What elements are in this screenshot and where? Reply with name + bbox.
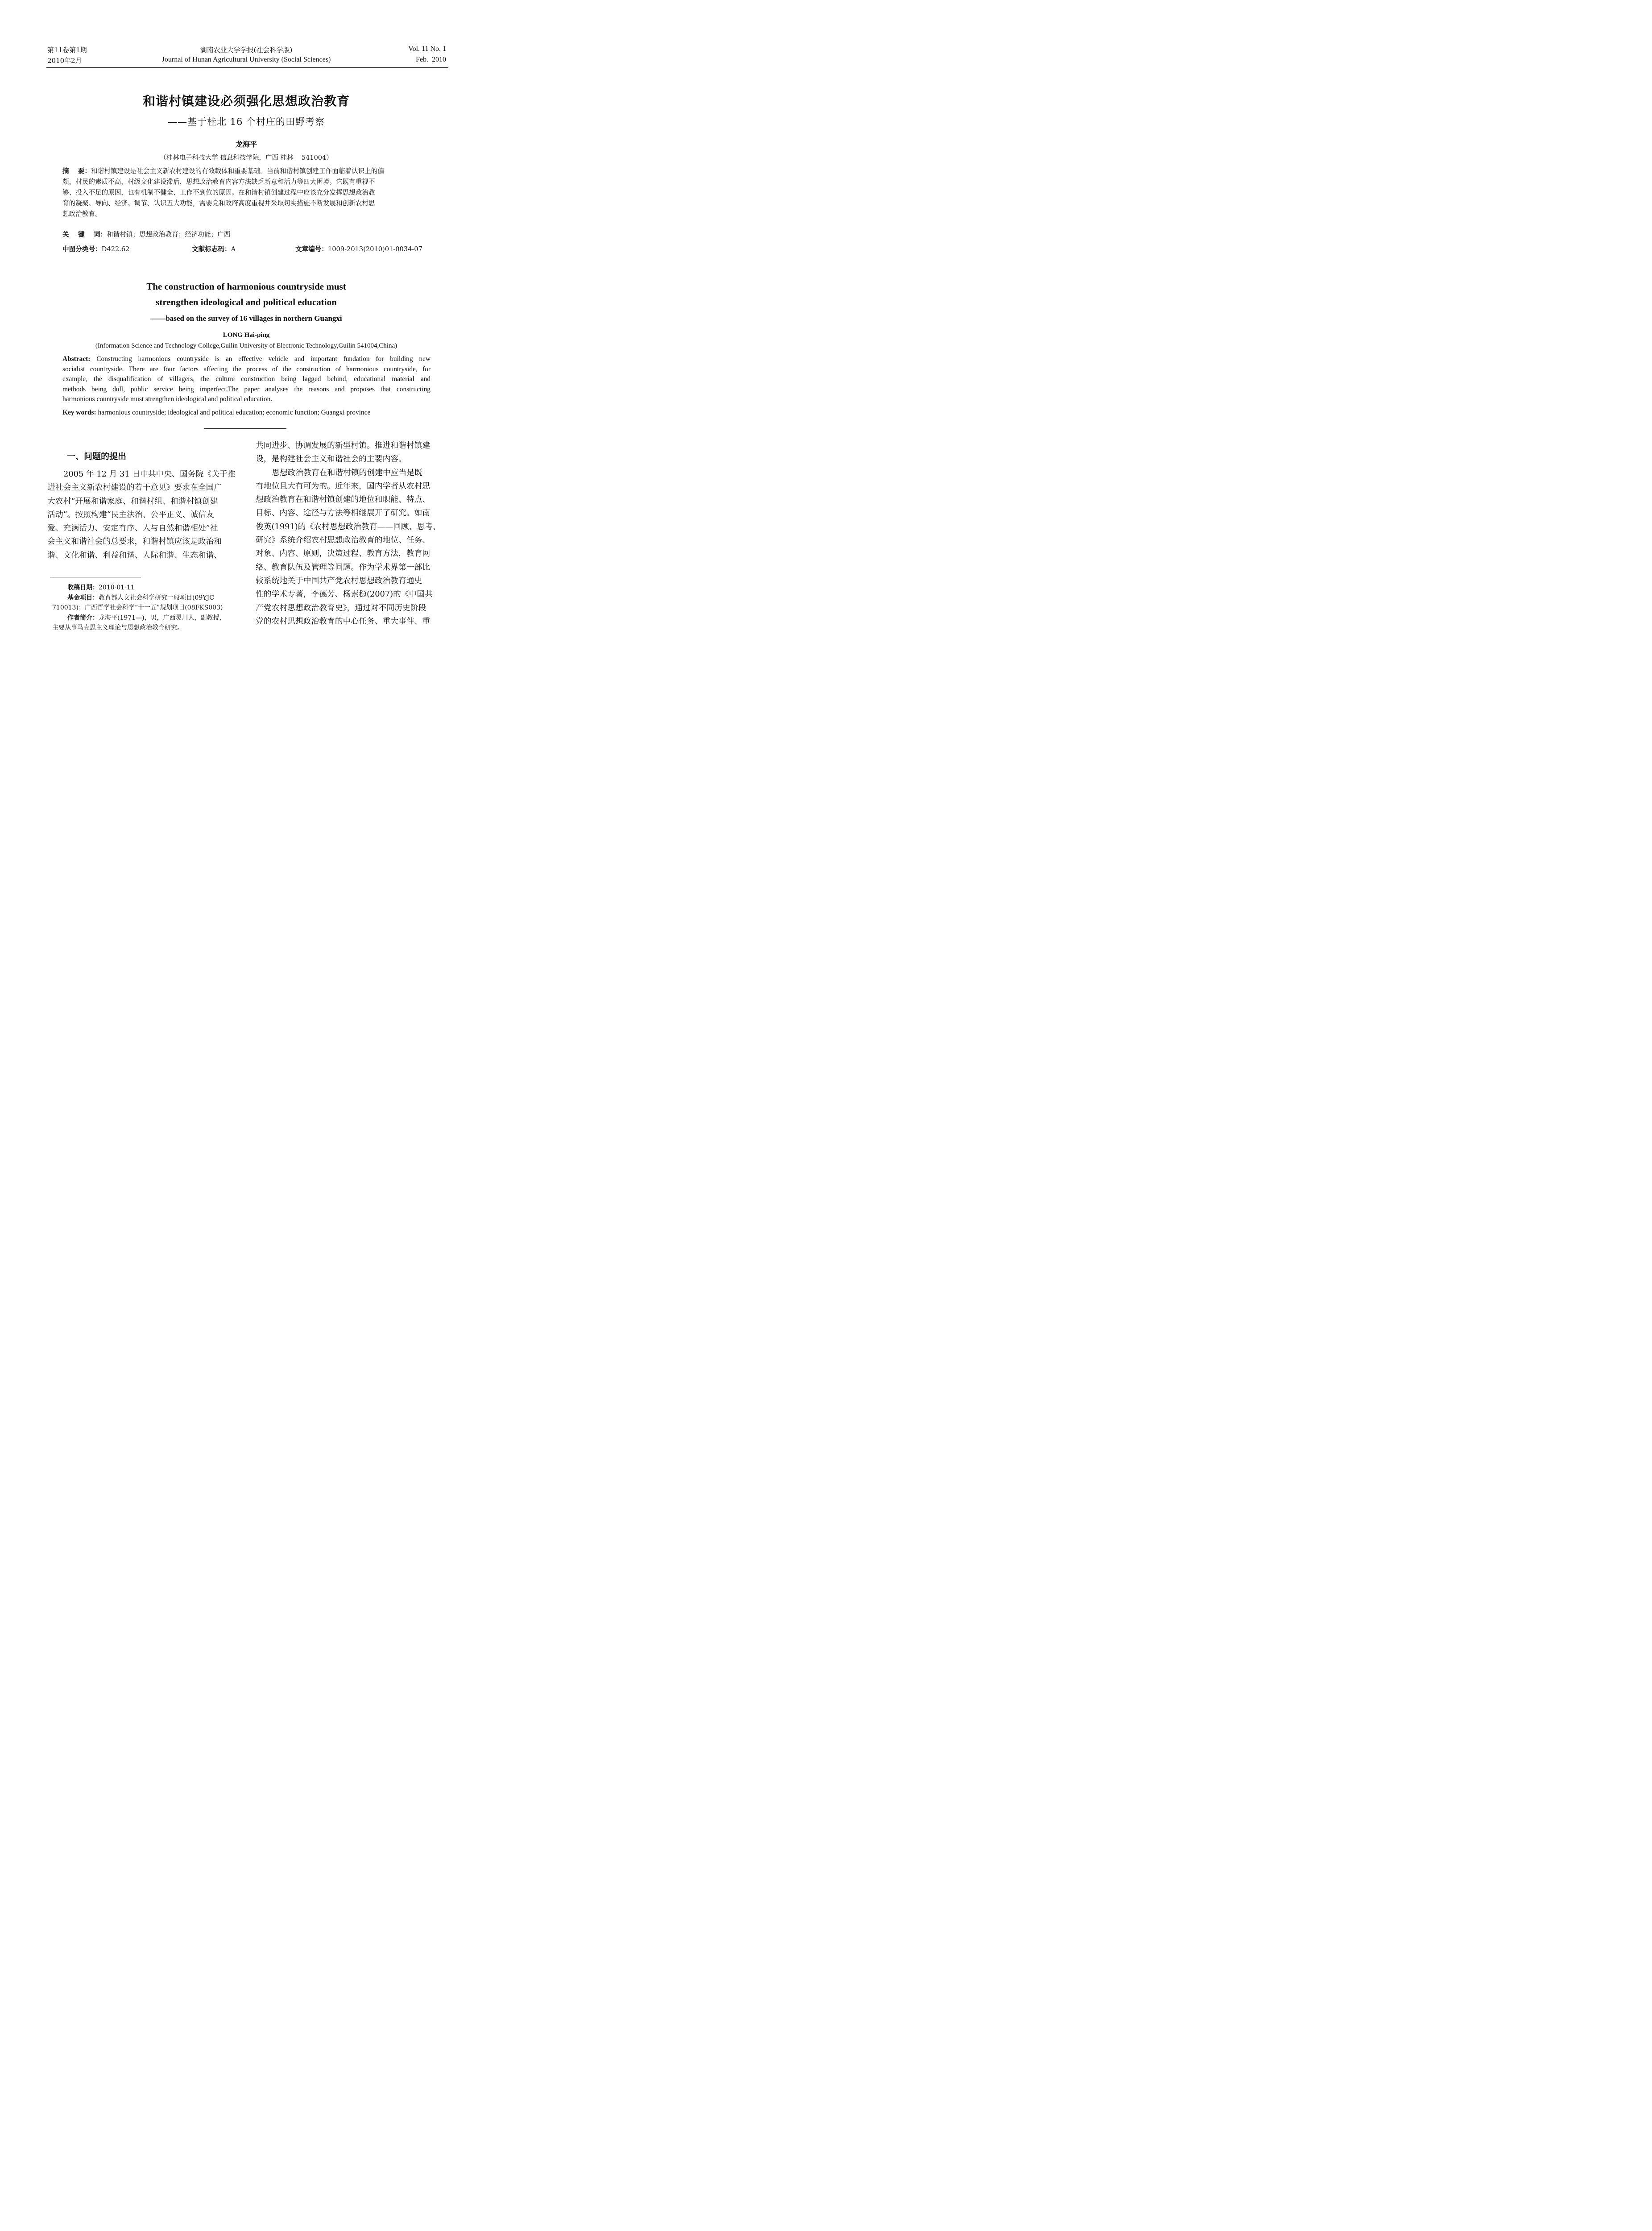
abstract-line-en: methods being dull, public service being imperfect.The paper analyses the reasons and proposes that constructing: [62, 385, 431, 393]
article-subtitle-cn: ——基于桂北 16 个村庄的田野考察: [167, 116, 325, 127]
paragraph-line: 俊英(1991)的《农村思想政治教育——回顾、思考、: [256, 522, 441, 531]
abstract-cn: [62, 166, 433, 220]
article-number: [295, 244, 422, 253]
keywords-cn: [62, 229, 230, 239]
paragraph-line: 对象、内容、原则，决策过程、教育方法，教育网: [256, 549, 431, 559]
footnotes: [52, 583, 244, 633]
article-subtitle-en: ——based on the survey of 16 villages in northern Guangxi: [150, 314, 342, 323]
received-label: 收稿日期：: [67, 584, 99, 591]
paragraph-line: 想政治教育在和谐村镇创建的地位和职能、特点、: [256, 495, 431, 505]
abstract-line-cn: 育的凝聚、导向、经济、调节、认识五大功能，需要党和政府高度重视并采取切实措施不断发展和创新农村思: [62, 199, 375, 207]
body-right-column: [256, 439, 449, 628]
section-heading: 一、问题的提出: [67, 452, 127, 461]
author-cn: 龙海平: [235, 140, 257, 149]
fund-label: 基金项目：: [67, 594, 99, 601]
bio-text-continued: 主要从事马克思主义理论与思想政治教育研究。: [52, 624, 183, 631]
document-code: [192, 244, 236, 253]
paragraph-line: 进社会主义新农村建设的若干意见》要求在全国广: [47, 483, 222, 493]
abstract-line-en: harmonious countryside must strengthen ideological and political education.: [62, 395, 273, 403]
abstract-en: [62, 354, 431, 405]
paragraph-line: 党的农村思想政治教育的中心任务、重大事件、重: [256, 616, 431, 626]
journal-name-cn: 湖南农业大学学报(社会科学版): [200, 46, 293, 54]
clc-label: 中图分类号：: [62, 245, 102, 253]
paragraph-line: 大农村“开展和谐家庭、和谐村组、和谐村镇创建: [47, 496, 218, 506]
volume-number-en: Vol. 11 No. 1: [408, 45, 446, 53]
journal-name-en: Journal of Hunan Agricultural University (Social Sciences): [161, 56, 331, 63]
author-en: LONG Hai-ping: [223, 332, 270, 339]
keywords-text-en: harmonious countryside; ideological and political education; economic function; Guangxi province: [98, 409, 371, 416]
doc-code-label: 文献标志码：: [192, 245, 231, 253]
header-rule: [46, 67, 448, 68]
paragraph-line: 研究》系统介绍农村思想政治教育的地位、任务、: [256, 535, 431, 545]
article-no-value: 1009-2013(2010)01-0034-07: [327, 245, 422, 253]
paragraph-line: 谐、文化和谐、利益和谐、人际和谐、生态和谐、: [47, 550, 222, 560]
keywords-en: [62, 409, 370, 417]
affiliation-cn: （桂林电子科技大学 信息科技学院，广西 桂林 541004）: [160, 154, 333, 162]
paragraph-line: 会主义和谐社会的总要求，和谐村镇应该是政治和: [47, 537, 222, 547]
article-title-en-line2: strengthen ideological and political education: [156, 297, 337, 307]
paragraph-line: 性的学术专著，李德芳、杨素稳(2007)的《中国共: [256, 589, 433, 599]
date-en: Feb. 2010: [416, 56, 446, 63]
abstract-line-cn: 够、投入不足的原因，也有机制不健全、工作不到位的原因。在和谐村镇创建过程中应该充分发挥思想政治教: [62, 189, 375, 196]
bio-text: 龙海平(1971—)，男，广西灵川人，副教授，: [99, 614, 226, 622]
paragraph-line: 产党农村思想政治教育史》，通过对不同历史阶段: [256, 603, 426, 613]
doc-code-value: A: [231, 245, 236, 253]
abstract-line-en: example, the disqualification of villagers, the culture construction being lagged behind, educational material and: [62, 375, 431, 383]
clc-value: D422.62: [101, 245, 130, 253]
paragraph-line: 2005 年 12 月 31 日中共中央、国务院《关于推: [63, 469, 236, 479]
publication-date: 2010年2月: [47, 57, 82, 65]
paragraph-line: 设，是构建社会主义和谐社会的主要内容。: [256, 454, 406, 464]
keywords-text-cn: 和谐村镇；思想政治教育；经济功能；广西: [107, 231, 231, 238]
paragraph-line: 有地位且大有可为的。近年来，国内学者从农村思: [256, 481, 431, 491]
abstract-line-cn: 想政治教育。: [62, 210, 102, 218]
keywords-label-en: Key words:: [62, 409, 96, 416]
paragraph-line: 爱、充满活力、安定有序、人与自然和谐相处”社: [47, 523, 218, 533]
paragraph-line: 络、教育队伍及管理等问题。作为学术界第一部比: [256, 562, 431, 572]
paragraph-line: 较系统地关于中国共产党农村思想政治教育通史: [256, 576, 422, 585]
clc-number: [62, 244, 129, 253]
keywords-label-cn: 关 键 词：: [62, 231, 107, 238]
paragraph-line: 活动”。按照构建“民主法治、公平正义、诚信友: [47, 510, 214, 519]
paragraph-line: 共同进步、协调发展的新型村镇。推进和谐村镇建: [256, 441, 431, 450]
fund-text-continued: 710013)；广西哲学社会科学“十一五”规划项目(08FKS003): [52, 604, 223, 611]
fund-text: 教育部人文社会科学研究一般项目(09YJC: [99, 594, 214, 601]
paragraph-line: 目标、内容、途径与方法等相继展开了研究。如南: [256, 508, 431, 518]
abstract-line-en: Constructing harmonious countryside is an effective vehicle and important fundation for building new: [96, 355, 431, 363]
abstract-line-cn: 颇，村民的素质不高，村级文化建设滞后，思想政治教育内容方法缺乏新意和活力等四大困境。它既有重视不: [62, 178, 375, 186]
article-title-en-line1: The construction of harmonious countryside must: [146, 281, 346, 292]
abstract-end-rule: [204, 428, 286, 429]
paragraph-line: 思想政治教育在和谐村镇的创建中应当是既: [272, 468, 422, 477]
volume-issue: 第11卷第1期: [47, 46, 87, 54]
abstract-line-en: socialist countryside. There are four factors affecting the process of the construction of harmonious countryside, for: [62, 365, 431, 373]
abstract-line-cn: 和谐村镇建设是社会主义新农村建设的有效载体和重要基础。当前和谐村镇创建工作面临着认识上的偏: [91, 167, 384, 175]
body-left-column: [47, 468, 241, 562]
bio-label: 作者简介：: [67, 614, 99, 622]
abstract-label-en: Abstract:: [62, 355, 91, 363]
article-no-label: 文章编号：: [295, 245, 328, 253]
article-title-cn: 和谐村镇建设必须强化思想政治教育: [142, 94, 350, 108]
abstract-label-cn: 摘 要：: [62, 167, 91, 175]
received-date: 2010-01-11: [99, 584, 135, 591]
affiliation-en: (Information Science and Technology College,Guilin University of Electronic Technology,Guilin 541004,China): [95, 342, 397, 349]
